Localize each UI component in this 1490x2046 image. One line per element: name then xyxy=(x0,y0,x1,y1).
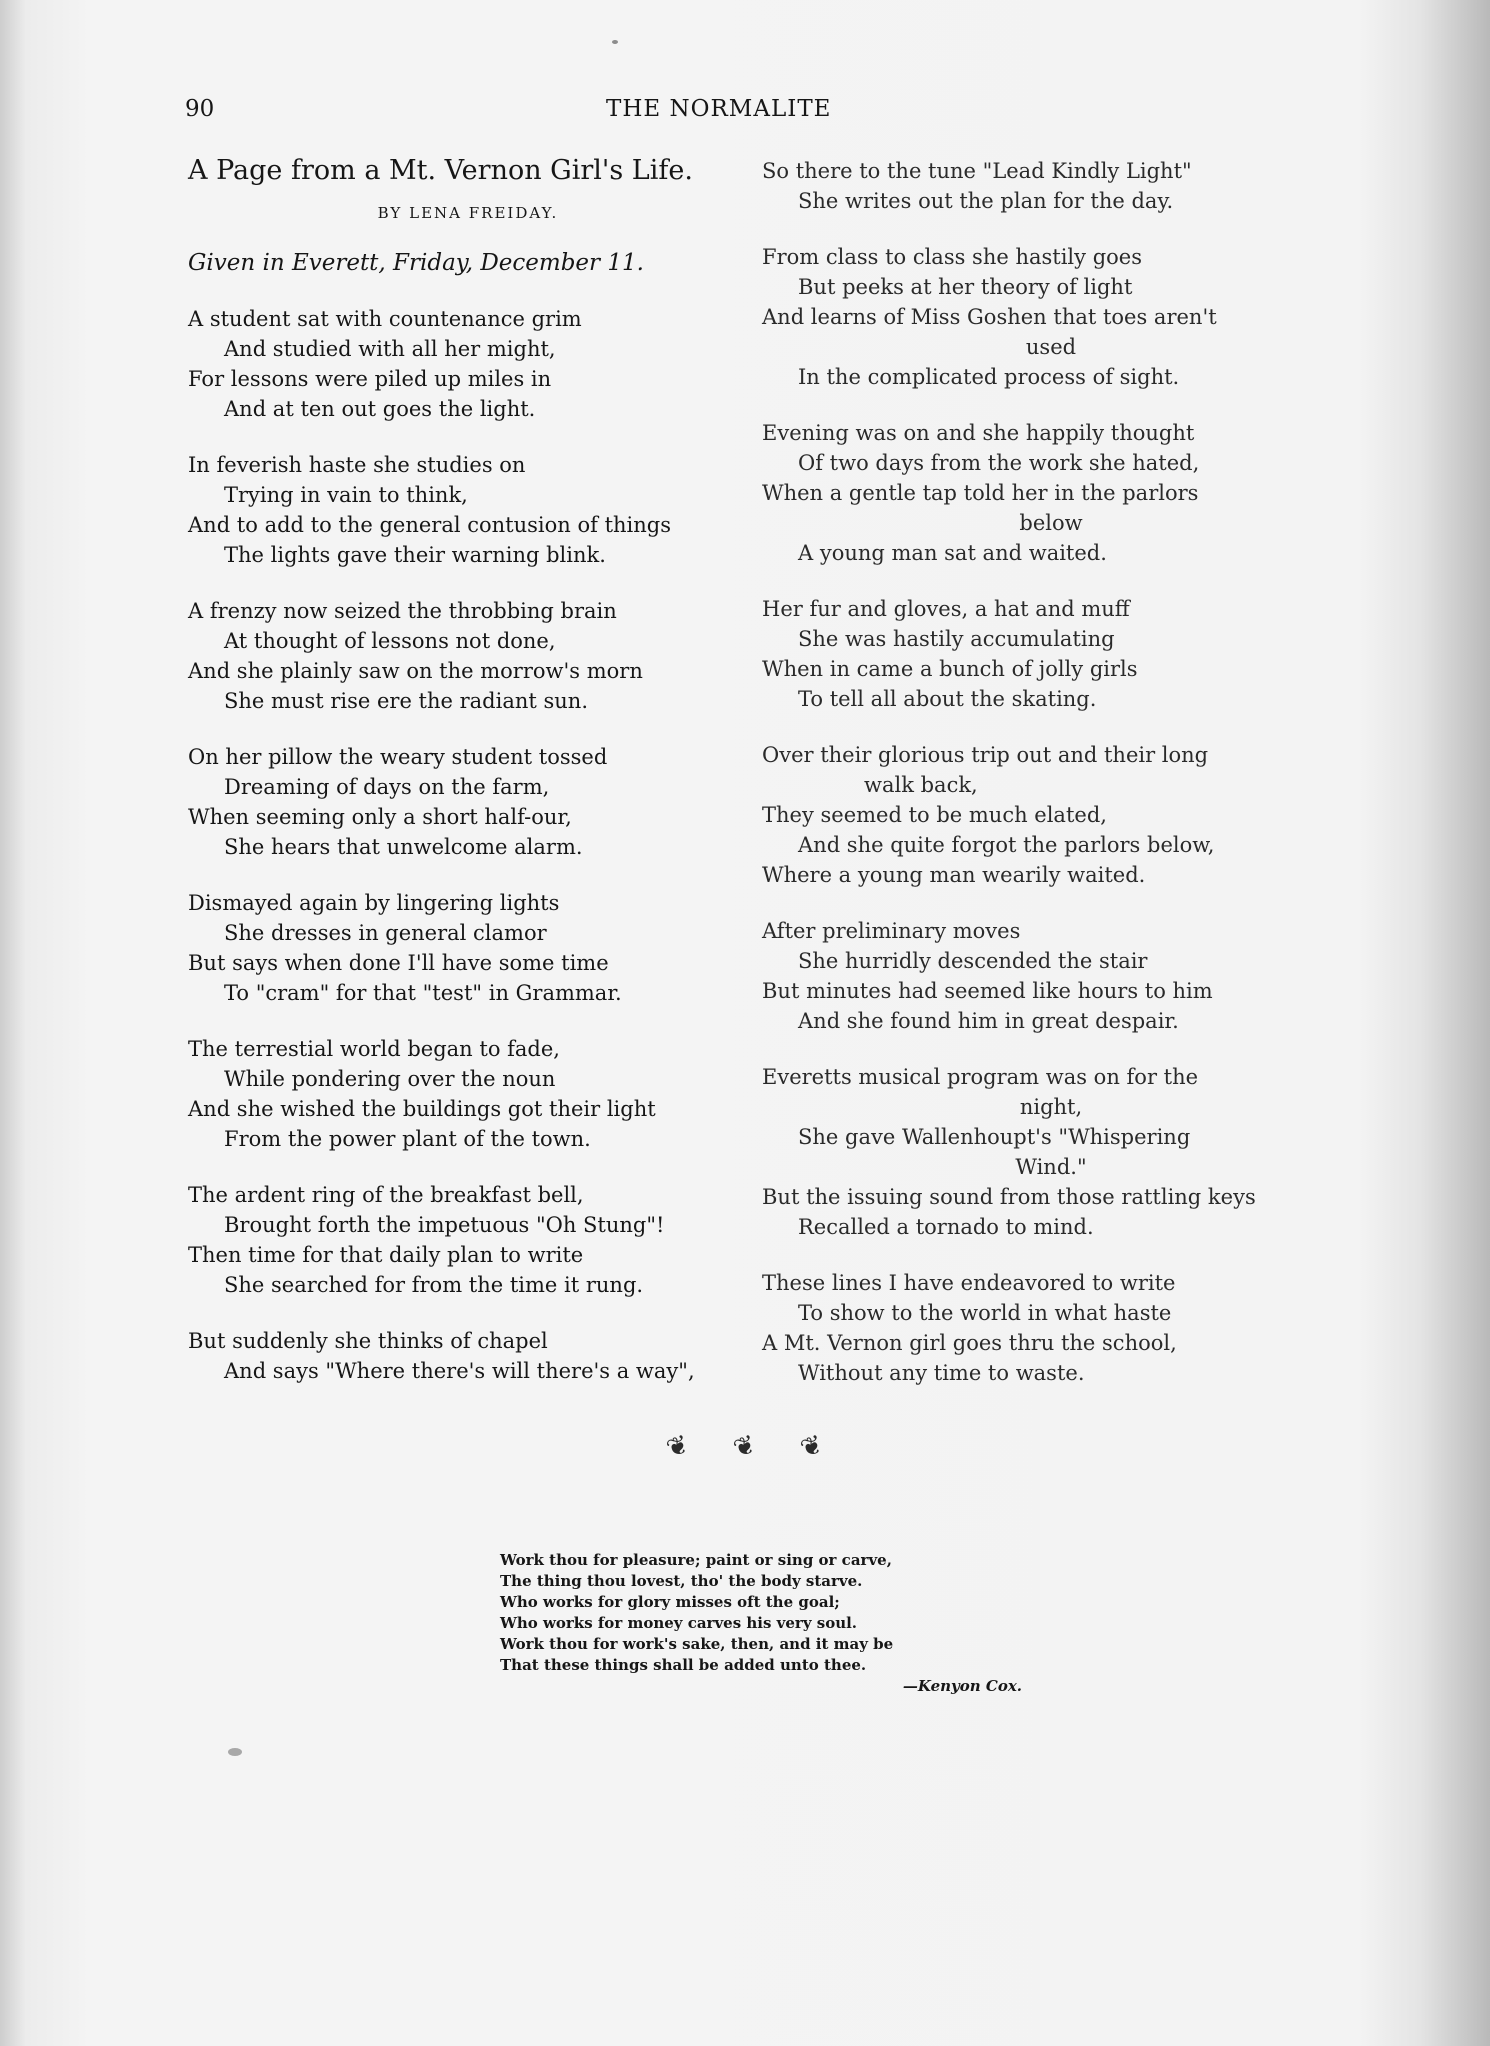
poem-line: And she wished the buildings got their light xyxy=(188,1097,656,1121)
poem-line: On her pillow the weary student tossed xyxy=(188,745,608,769)
poem-line: She gave Wallenhoupt's "Whispering xyxy=(798,1125,1191,1149)
poem-line: And she plainly saw on the morrow's morn xyxy=(188,659,643,683)
poem-line: Dreaming of days on the farm, xyxy=(224,775,550,799)
poem-line: A Mt. Vernon girl goes thru the school, xyxy=(762,1331,1177,1355)
poem-line: She writes out the plan for the day. xyxy=(798,189,1174,213)
quote-attribution: —Kenyon Cox. xyxy=(902,1677,1022,1695)
epigraph-quote xyxy=(500,1550,1040,1697)
poem-line: Brought forth the impetuous "Oh Stung"! xyxy=(224,1213,665,1237)
poem-line: The terrestial world began to fade, xyxy=(188,1037,560,1061)
poem-line: And she quite forgot the parlors below, xyxy=(798,833,1215,857)
poem-line: Dismayed again by lingering lights xyxy=(188,891,560,915)
poem-line: At thought of lessons not done, xyxy=(224,629,556,653)
poem-line: And learns of Miss Goshen that toes aren't xyxy=(762,305,1217,329)
poem-line-continuation: Wind." xyxy=(1015,1155,1087,1179)
poem-line: After preliminary moves xyxy=(762,919,1021,943)
poem-line: When a gentle tap told her in the parlors xyxy=(762,481,1199,505)
page-number: 90 xyxy=(185,96,215,122)
poem-line: She was hastily accumulating xyxy=(798,627,1115,651)
poem-stanza xyxy=(188,1326,748,1386)
poem-line: When seeming only a short half-our, xyxy=(188,805,572,829)
poem-line: To "cram" for that "test" in Grammar. xyxy=(224,981,622,1005)
poem-line: She searched for from the time it rung. xyxy=(224,1273,644,1297)
poem-line: While pondering over the noun xyxy=(224,1067,556,1091)
poem-line-continuation: night, xyxy=(1019,1095,1083,1119)
poem-line-continuation: used xyxy=(1025,335,1077,359)
running-head: THE NORMALITE xyxy=(606,96,832,122)
quote-line: The thing thou lovest, tho' the body starve. xyxy=(500,1572,863,1590)
poem-line: Without any time to waste. xyxy=(798,1361,1085,1385)
poem-line: And studied with all her might, xyxy=(224,337,556,361)
poem-line: But minutes had seemed like hours to him xyxy=(762,979,1213,1003)
poem-line: In the complicated process of sight. xyxy=(798,365,1180,389)
poem-line: She must rise ere the radiant sun. xyxy=(224,689,588,713)
poem-stanza xyxy=(762,156,1340,216)
poem-line: The ardent ring of the breakfast bell, xyxy=(188,1183,584,1207)
quote-line: That these things shall be added unto thee. xyxy=(500,1656,867,1674)
poem-line: And she found him in great despair. xyxy=(798,1009,1179,1033)
poem-stanza xyxy=(188,742,748,862)
poem-line-continuation: below xyxy=(1019,511,1083,535)
poem-line-continuation: walk back, xyxy=(864,773,978,797)
poem-stanza xyxy=(188,596,748,716)
poem-line: Over their glorious trip out and their long xyxy=(762,743,1209,767)
fleuron-icon: ❦ xyxy=(662,1429,694,1465)
poem-line: She dresses in general clamor xyxy=(224,921,547,945)
poem-line: Recalled a tornado to mind. xyxy=(798,1215,1094,1239)
ink-speck xyxy=(228,1748,242,1756)
poem-line: A young man sat and waited. xyxy=(798,541,1107,565)
poem-line: And says "Where there's will there's a way", xyxy=(224,1359,695,1383)
left-column xyxy=(188,156,748,1412)
poem-stanza xyxy=(762,418,1340,568)
poem-stanza xyxy=(188,304,748,424)
poem-line: She hurridly descended the stair xyxy=(798,949,1148,973)
poem-line: Then time for that daily plan to write xyxy=(188,1243,584,1267)
poem-line: And to add to the general contusion of things xyxy=(188,513,671,537)
poem-line: In feverish haste she studies on xyxy=(188,453,526,477)
byline: BY LENA FREIDAY. xyxy=(377,204,559,222)
poem-line: Trying in vain to think, xyxy=(224,483,468,507)
poem-line: From class to class she hastily goes xyxy=(762,245,1142,269)
poem-line: She hears that unwelcome alarm. xyxy=(224,835,583,859)
ornament-divider xyxy=(0,1429,1490,1465)
quote-line: Work thou for work's sake, then, and it may be xyxy=(500,1635,894,1653)
poem-line: But peeks at her theory of light xyxy=(798,275,1133,299)
poem-line: When in came a bunch of jolly girls xyxy=(762,657,1138,681)
fleuron-icon: ❦ xyxy=(796,1429,828,1465)
poem-line: A frenzy now seized the throbbing brain xyxy=(188,599,617,623)
poem-stanza xyxy=(762,1268,1340,1388)
poem-line: Evening was on and she happily thought xyxy=(762,421,1195,445)
dateline: Given in Everett, Friday, December 11. xyxy=(188,250,644,276)
ink-speck xyxy=(612,40,618,44)
poem-line: But the issuing sound from those rattling keys xyxy=(762,1185,1256,1209)
poem-line: To tell all about the skating. xyxy=(798,687,1097,711)
poem-line: But says when done I'll have some time xyxy=(188,951,609,975)
poem-line: Where a young man wearily waited. xyxy=(762,863,1146,887)
poem-line: To show to the world in what haste xyxy=(798,1301,1172,1325)
poem-line: For lessons were piled up miles in xyxy=(188,367,552,391)
quote-line: Who works for glory misses oft the goal; xyxy=(500,1593,840,1611)
article-title: A Page from a Mt. Vernon Girl's Life. xyxy=(188,155,693,186)
poem-stanza xyxy=(762,1062,1340,1242)
poem-stanza xyxy=(762,594,1340,714)
quote-line: Work thou for pleasure; paint or sing or carve, xyxy=(500,1551,892,1569)
poem-stanza xyxy=(188,1034,748,1154)
poem-line: They seemed to be much elated, xyxy=(762,803,1107,827)
poem-stanza xyxy=(762,740,1340,890)
poem-stanza xyxy=(762,916,1340,1036)
poem-line: Of two days from the work she hated, xyxy=(798,451,1200,475)
poem-line: A student sat with countenance grim xyxy=(188,307,582,331)
poem-line: And at ten out goes the light. xyxy=(224,397,536,421)
poem-stanza xyxy=(188,888,748,1008)
poem-line: These lines I have endeavored to write xyxy=(762,1271,1176,1295)
poem-stanza xyxy=(188,1180,748,1300)
poem-line: But suddenly she thinks of chapel xyxy=(188,1329,548,1353)
poem-line: So there to the tune "Lead Kindly Light" xyxy=(762,159,1192,183)
right-column xyxy=(762,156,1340,1414)
poem-line: The lights gave their warning blink. xyxy=(224,543,606,567)
poem-line: Her fur and gloves, a hat and muff xyxy=(762,597,1130,621)
fleuron-icon: ❦ xyxy=(729,1429,761,1465)
poem-stanza xyxy=(188,450,748,570)
poem-line: Everetts musical program was on for the xyxy=(762,1065,1199,1089)
poem-line: From the power plant of the town. xyxy=(224,1127,591,1151)
quote-line: Who works for money carves his very soul. xyxy=(500,1614,858,1632)
poem-stanza xyxy=(762,242,1340,392)
